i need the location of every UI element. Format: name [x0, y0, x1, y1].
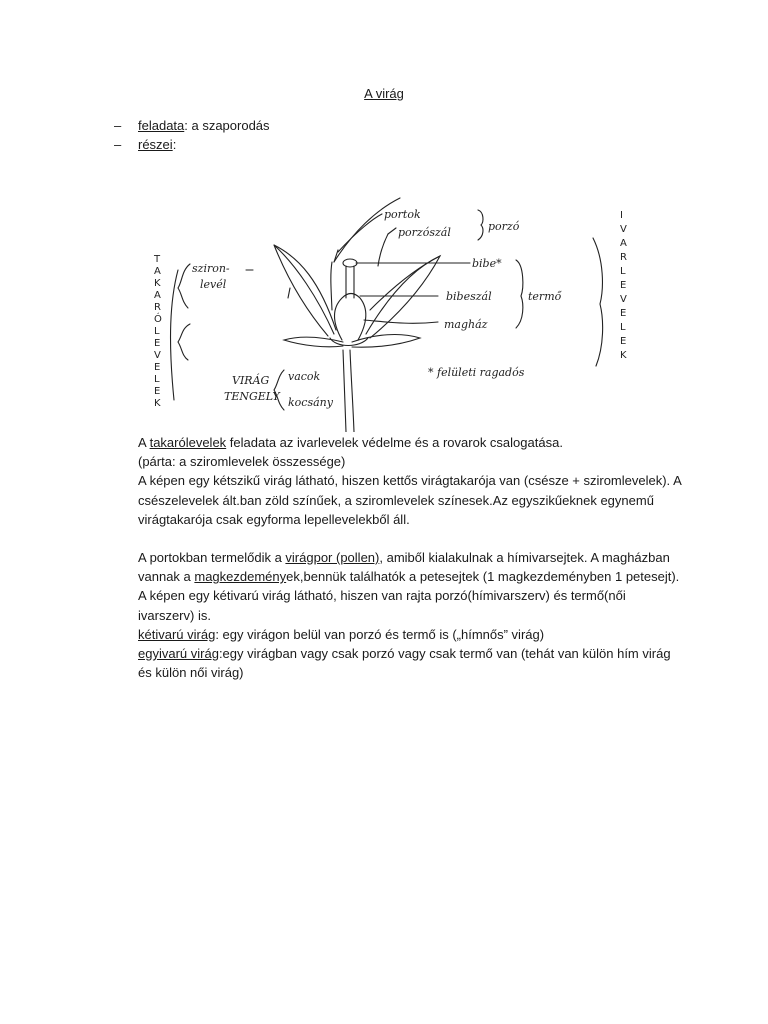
bracket-porzo — [478, 210, 483, 240]
bullet-feladata — [114, 118, 270, 133]
label-maghaz: magház — [444, 318, 488, 331]
letter: V — [154, 350, 161, 361]
label-viragtengely-2: TENGELY — [224, 390, 280, 403]
text-run: feladata az ivarlevelek védelme és a rovarok csalogatása. — [226, 435, 563, 450]
letter: T — [154, 254, 161, 265]
body-text — [138, 433, 683, 682]
letter: A — [154, 290, 161, 301]
bracket-takarolevelek — [171, 270, 178, 400]
page-title: A virág — [364, 86, 404, 101]
stigma — [343, 259, 357, 267]
letter: V — [620, 224, 627, 235]
bracket-ivarlevelek — [593, 238, 603, 366]
term-ketivaru: kétivarú virág — [138, 626, 216, 642]
term-egyivaru: egyivarú virág — [138, 646, 219, 662]
paragraph — [138, 433, 683, 452]
label-kocsany: kocsány — [288, 396, 333, 409]
label-viragtengely-1: VIRÁG — [232, 374, 270, 387]
letter: E — [154, 386, 161, 397]
letter: V — [620, 294, 627, 305]
letter: L — [154, 326, 160, 337]
letter: A — [154, 266, 161, 277]
label-portok: portok — [384, 208, 421, 221]
label-note: * felületi ragadós — [428, 366, 525, 379]
vertical-takarolevelek — [153, 254, 162, 409]
letter: E — [620, 308, 627, 319]
letter: L — [620, 322, 626, 333]
paragraph: A képen egy kétivarú virág látható, hiszen van rajta porzó(hímivarszerv) és termő(női ivarszerv) is. — [138, 588, 626, 623]
petal-right — [366, 256, 440, 338]
letter: K — [154, 278, 161, 289]
label-sziromlevel-1: sziron- — [192, 262, 230, 275]
letter: R — [154, 302, 161, 313]
text-run: , amiből kialakulnak a hímivarsejtek. A magházban vannak a — [138, 550, 670, 585]
stamen-filament — [331, 262, 332, 310]
vertical-ivarlevelek — [620, 210, 627, 361]
term-takarolevelek: takarólevelek — [149, 435, 227, 450]
letter: I — [620, 210, 623, 221]
label-bibe: bibe* — [472, 257, 502, 270]
label-vacok: vacok — [288, 370, 321, 383]
letter: K — [154, 398, 161, 409]
paragraph: A képen egy kétszikű virág látható, hiszen kettős virágtakarója van (csésze + sziromlevelek). A csészelevelek ált.ban zöld színűek, a sziromlevelek színesek.Az egyszikűeknek egynemű virágtakarója csak egyforma lepellevelekből áll. — [138, 473, 682, 527]
ovary — [335, 294, 366, 341]
bracket-csezelevel — [178, 324, 190, 360]
petal-left — [274, 245, 334, 336]
letter: K — [620, 350, 627, 361]
bullet-reszei — [114, 137, 176, 152]
letter: E — [154, 362, 161, 373]
letter: L — [620, 266, 626, 277]
text-run: A portokban termelődik a — [138, 550, 286, 566]
text-run: :egy virágban vagy csak porzó vagy csak termő van (tehát van külön hím virág és külön női virág) — [138, 646, 671, 681]
text-run: A — [138, 435, 150, 450]
letter: R — [620, 252, 627, 263]
text-run: : egy virágon belül van porzó és termő is („hímnős” virág) — [215, 626, 545, 642]
label-porzoszal: porzószál — [398, 226, 451, 239]
term-viragpor: virágpor (pollen) — [285, 550, 380, 566]
letter: E — [154, 338, 161, 349]
leader-maghaz — [364, 320, 438, 323]
letter: A — [620, 238, 627, 249]
bullet-dash: – — [114, 118, 122, 133]
bullet-term: részei — [138, 137, 173, 152]
spacer — [138, 529, 683, 548]
bullet-term: feladata — [138, 118, 185, 133]
term-magkezdemeny: magkezdemény — [194, 569, 287, 585]
bracket-termo — [516, 260, 523, 328]
paragraph — [138, 548, 683, 586]
label-sziromlevel-2: levél — [200, 278, 227, 291]
paragraph: (párta: a sziromlevelek összessége) — [138, 454, 346, 470]
bullet-text: : — [172, 137, 177, 152]
paragraph — [138, 644, 683, 682]
text-run: ek,bennük találhatók a petesejtek (1 magkezdeményben 1 petesejt). — [286, 569, 680, 585]
letter: E — [620, 336, 627, 347]
letter: L — [154, 374, 160, 385]
bracket-sziromlevel — [178, 264, 190, 308]
leader-porzoszal — [388, 228, 396, 234]
label-porzo: porzó — [488, 220, 520, 233]
letter: Ó — [154, 314, 162, 325]
letter: E — [620, 280, 627, 291]
paragraph — [138, 625, 683, 644]
label-termo: termő — [528, 290, 562, 303]
flower-diagram — [138, 170, 722, 432]
sepal-right — [352, 335, 420, 348]
stem — [343, 350, 354, 432]
bullet-dash: – — [114, 137, 122, 152]
bullet-text: : a szaporodás — [184, 118, 270, 133]
label-bibeszal: bibeszál — [446, 290, 492, 303]
